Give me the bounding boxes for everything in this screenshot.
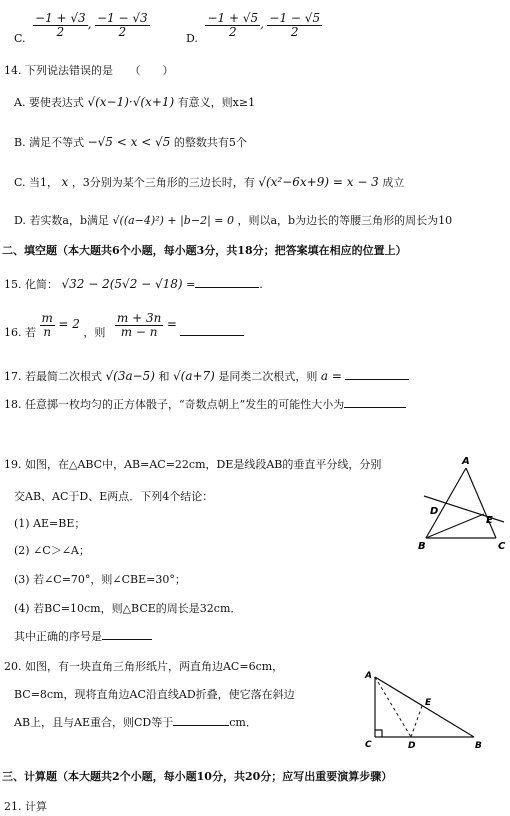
fraction (267, 12, 322, 38)
question-text: ，则 (83, 326, 106, 340)
q20-line1: 20. 如图，有一块直角三角形纸片，两直角边AC=6cm， (4, 660, 284, 673)
denominator: 2 (228, 24, 237, 39)
vertex-label-a: A (462, 456, 470, 467)
math-variable: x (61, 175, 69, 189)
answer-blank[interactable] (180, 335, 244, 336)
denominator: 2 (290, 24, 299, 39)
q19-conclusion-3: (3) 若∠C=70°，则∠CBE=30°； (14, 573, 186, 586)
option-text: 的整数共有5个 (173, 136, 247, 149)
q20-line3 (14, 714, 257, 730)
answer-blank[interactable] (173, 725, 229, 726)
numerator: −1 + √5 (207, 11, 259, 25)
numerator: −1 − √5 (269, 11, 321, 25)
point-label-d: D (408, 741, 416, 751)
q13-option-d: D. $\frac{-1 + √5}{2}$ , $\frac{-1 - √5}{2}$ (186, 11, 321, 46)
numerator: −1 + √3 (35, 11, 86, 25)
option-text: 成立 (382, 176, 405, 189)
math-expression: −√5 < x < √5 (87, 135, 171, 149)
math-expression: = 2 (58, 317, 80, 332)
option-text: ，3分别为某个三角形的三边长时，有 (71, 176, 255, 189)
option-text: ，则以a，b为边长的等腰三角形的周长为10 (237, 214, 453, 227)
math-expression: √32 − 2(5√2 − √18) (61, 277, 183, 291)
q19-answer-line (14, 628, 152, 644)
point-label-e: E (425, 698, 432, 708)
q14-stem: 14. 下列说法错误的是 （ ） (4, 64, 174, 77)
option-text: A. 要使表达式 (14, 96, 84, 109)
point-label-d: D (430, 506, 439, 517)
question-text: 18. 任意掷一枚均匀的正方体骰子，“奇数点朝上”发生的可能性大小为 (4, 398, 345, 411)
answer-blank[interactable] (102, 639, 152, 640)
section-heading-calculation: 三、计算题（本大题共2个小题，每小题10分，共20分；应写出重要演算步骤） (2, 770, 393, 783)
q19-conclusion-2: (2) ∠C＞∠A； (14, 544, 90, 557)
segment-de (411, 706, 422, 737)
q19-line1: 19. 如图，在△ABC中，AB=AC=22cm，DE是线段AB的垂直平分线，分别 (4, 458, 382, 471)
fold-line-ad (375, 677, 411, 737)
right-angle-mark (375, 730, 382, 737)
segment-be (426, 514, 484, 538)
vertex-label-c: C (365, 740, 372, 750)
answer-blank[interactable] (195, 287, 259, 288)
option-text: B. 满足不等式 (14, 136, 85, 149)
question-text: AB上，且与AE重合，则CD等于 (14, 716, 174, 729)
math-expression: = (166, 317, 177, 332)
denominator: 2 (56, 24, 65, 39)
denominator: m − n (120, 324, 158, 339)
numerator: m (41, 311, 53, 325)
option-label: D. (186, 32, 198, 46)
fraction (205, 12, 260, 38)
q20-right-triangle-figure (362, 668, 487, 752)
vertex-label-b: B (475, 741, 482, 751)
q14-option-b (14, 134, 247, 150)
q14-option-c (14, 174, 404, 190)
math-expression: √(x²−6x+9) = x − 3 (258, 175, 379, 189)
q13-option-c: C. $\frac{-1 + √3}{2}$ , $\frac{-1 - √3}{2}$ (14, 11, 148, 46)
fraction (33, 12, 88, 38)
vertex-label-b: B (418, 541, 426, 552)
question-text: 15. 化简： (4, 278, 58, 291)
point-label-e: E (486, 515, 493, 526)
math-expression: √(a+7) (173, 369, 215, 383)
answer-blank[interactable] (345, 379, 409, 380)
q16 (4, 312, 244, 338)
q15: 15. 化简： √32 − 2(5√2 − √18) = . (4, 277, 263, 291)
fraction (115, 312, 163, 338)
option-label: C. (14, 32, 26, 46)
numerator: m + 3n (116, 311, 162, 325)
q14-option-d (14, 212, 452, 228)
q17 (4, 368, 409, 384)
q20-line2: BC=8cm，现将直角边AC沿直线AD折叠，使它落在斜边 (14, 688, 295, 701)
section-heading-fill-in: 二、填空题（本大题共6个小题，每小题3分，共18分；把答案填在相应的位置上） (2, 244, 407, 257)
fraction (95, 12, 150, 38)
question-text: 其中正确的序号是 (14, 630, 102, 643)
q19-conclusion-4: (4) 若BC=10cm，则△BCE的周长是32cm． (14, 602, 242, 615)
denominator: n (43, 324, 52, 339)
question-text: cm． (229, 716, 257, 729)
denominator: 2 (118, 24, 127, 39)
segment-ac (466, 468, 496, 538)
answer-blank[interactable] (344, 407, 406, 408)
q19-triangle-figure (418, 452, 508, 552)
math-expression: √(3a−5) (105, 369, 155, 383)
q19-conclusion-1: (1) AE=BE； (14, 517, 86, 530)
option-text: D. 若实数a，b满足 (14, 214, 110, 227)
question-text: 16. 若 (4, 326, 36, 340)
q19-line2: 交AB、AC于D、E两点．下列4个结论： (14, 490, 214, 503)
question-text: 17. 若最简二次根式 (4, 370, 102, 383)
vertex-label-a: A (365, 671, 372, 681)
math-expression: √(x−1)·√(x+1) (87, 95, 175, 109)
option-text: 有意义，则x≥1 (177, 96, 256, 109)
question-text: 和 (158, 370, 170, 383)
math-variable: a = (320, 369, 342, 383)
q18 (4, 396, 406, 412)
option-text: C. 当1， (14, 176, 59, 189)
question-text: = (186, 278, 196, 291)
question-text: 是同类二次根式，则 (218, 370, 318, 383)
math-expression: √((a−4)²) + |b−2| = 0 (112, 214, 234, 227)
vertex-label-c: C (498, 541, 506, 552)
q21: 21. 计算 (4, 800, 47, 813)
fraction (40, 312, 55, 338)
numerator: −1 − √3 (97, 11, 148, 25)
q14-option-a (14, 94, 255, 110)
